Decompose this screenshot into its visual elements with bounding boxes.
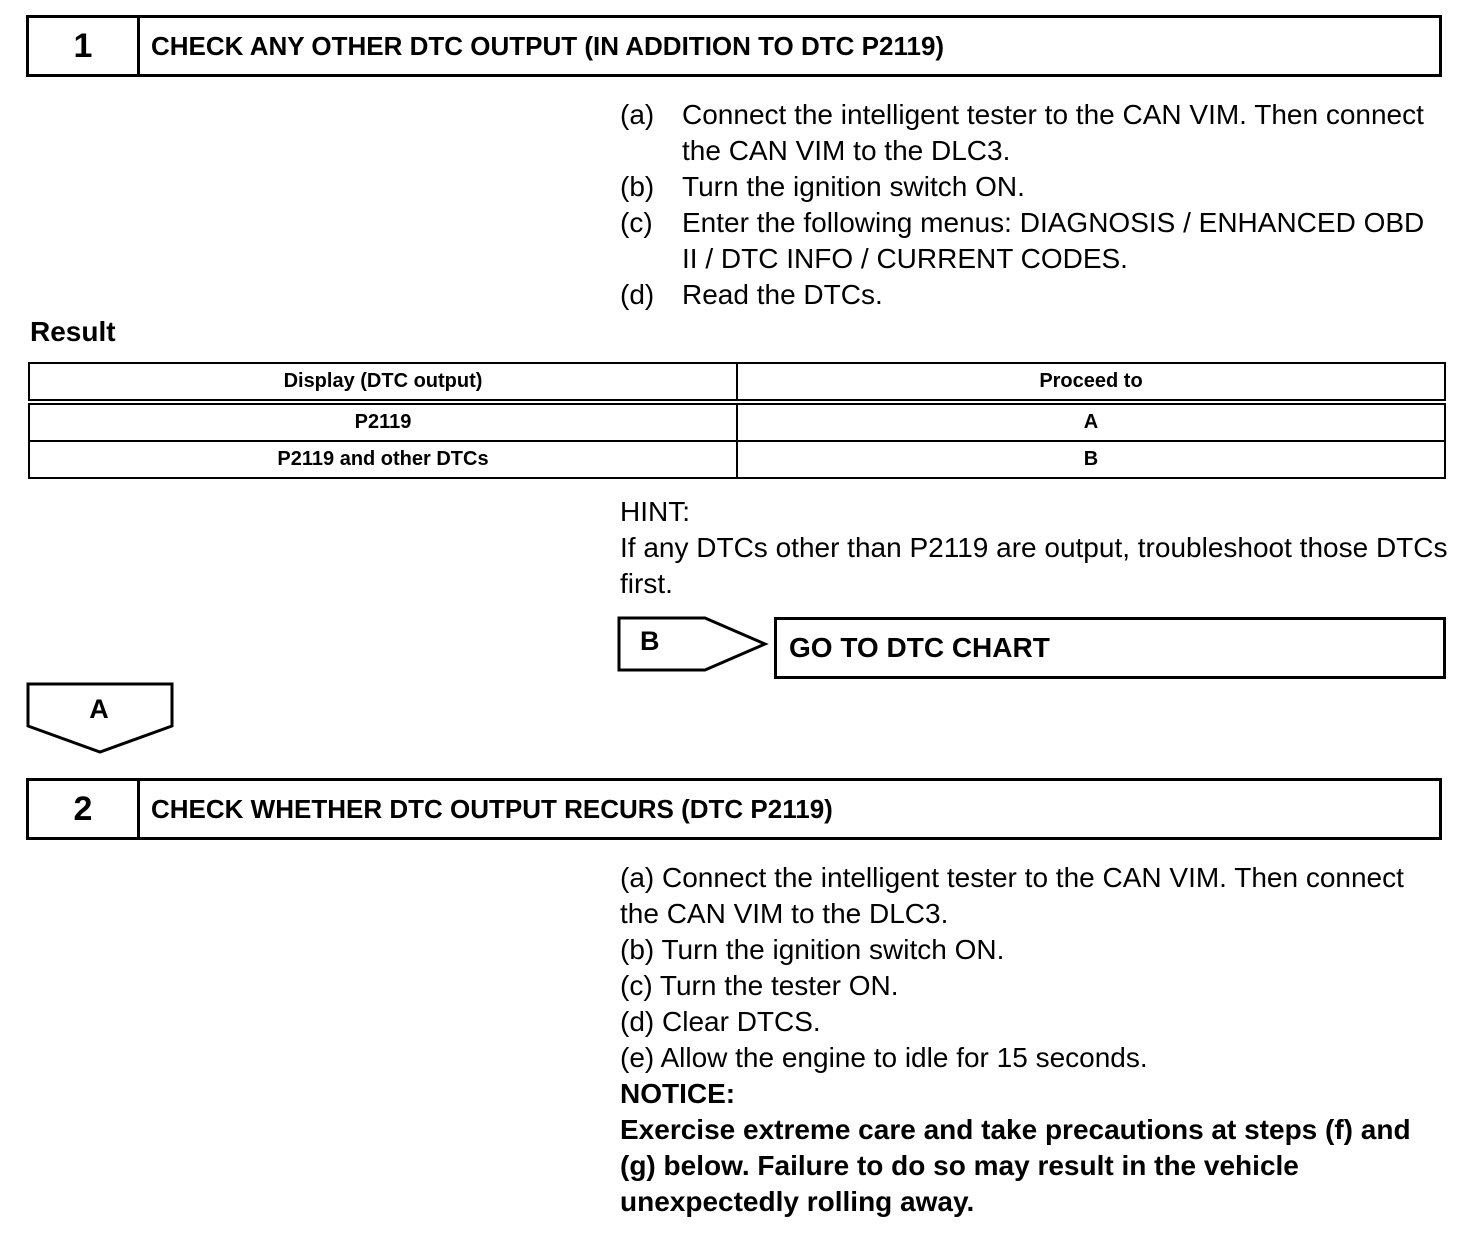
table-cell: P2119 (29, 402, 737, 441)
step-2-title: CHECK WHETHER DTC OUTPUT RECURS (DTC P2119) (151, 793, 833, 824)
table-row (29, 402, 1445, 441)
step-2-header (26, 778, 1442, 840)
step-2-number: 2 (29, 781, 140, 837)
result-table (28, 362, 1446, 479)
procedure-text: Read the DTCs. (682, 279, 883, 310)
hint-text: If any DTCs other than P2119 are output, troubleshoot those DTCs first. (620, 532, 1448, 599)
procedure-text: (a) Connect the intelligent tester to the CAN VIM. Then connect the CAN VIM to the DLC3. (620, 862, 1404, 929)
column-header-display: Display (DTC output) (29, 363, 737, 402)
notice-label: NOTICE: (620, 1078, 736, 1109)
procedure-marker: (a) (620, 99, 655, 130)
procedure-marker: (c) (620, 207, 653, 238)
table-header-row (29, 363, 1445, 402)
go-to-dtc-chart-link[interactable] (774, 617, 1446, 679)
step-1-header (26, 15, 1442, 77)
procedure-item (620, 97, 1440, 169)
procedure-text: (d) Clear DTCS. (620, 1006, 821, 1037)
go-to-dtc-chart-text: GO TO DTC CHART (789, 632, 1050, 663)
notice-text: Exercise extreme care and take precautions at steps (f) and (g) below. Failure to do so may result in the vehicle unexpectedly rolling away. (620, 1114, 1411, 1217)
procedure-text: Connect the intelligent tester to the CAN VIM. Then connect the CAN VIM to the DLC3. (682, 99, 1424, 166)
procedure-text: (e) Allow the engine to idle for 15 seconds. (620, 1042, 1148, 1073)
procedure-item (620, 169, 1440, 205)
step-1-number: 1 (29, 18, 140, 74)
hint-label: HINT: (620, 496, 690, 527)
result-title: Result (30, 316, 116, 347)
step-1-procedure-list (620, 97, 1440, 313)
column-header-proceed: Proceed to (737, 363, 1445, 402)
table-cell: P2119 and other DTCs (29, 441, 737, 478)
procedure-item (620, 277, 1440, 313)
procedure-marker: (b) (620, 171, 655, 202)
hint-block (620, 494, 1450, 602)
branch-a-label: A (89, 694, 109, 724)
procedure-text: (b) Turn the ignition switch ON. (620, 934, 1005, 965)
procedure-marker: (d) (620, 279, 655, 310)
procedure-text: Enter the following menus: DIAGNOSIS / ENHANCED OBD II / DTC INFO / CURRENT CODES. (682, 207, 1425, 274)
branch-b-label: B (640, 626, 660, 656)
procedure-item (620, 205, 1440, 277)
table-cell: A (737, 402, 1445, 441)
step-1-title: CHECK ANY OTHER DTC OUTPUT (IN ADDITION TO DTC P2119) (151, 30, 945, 61)
table-row (29, 441, 1445, 478)
procedure-text: Turn the ignition switch ON. (682, 171, 1025, 202)
table-cell: B (737, 441, 1445, 478)
step-2-procedure-list (620, 860, 1450, 1220)
procedure-text: (c) Turn the tester ON. (620, 970, 899, 1001)
